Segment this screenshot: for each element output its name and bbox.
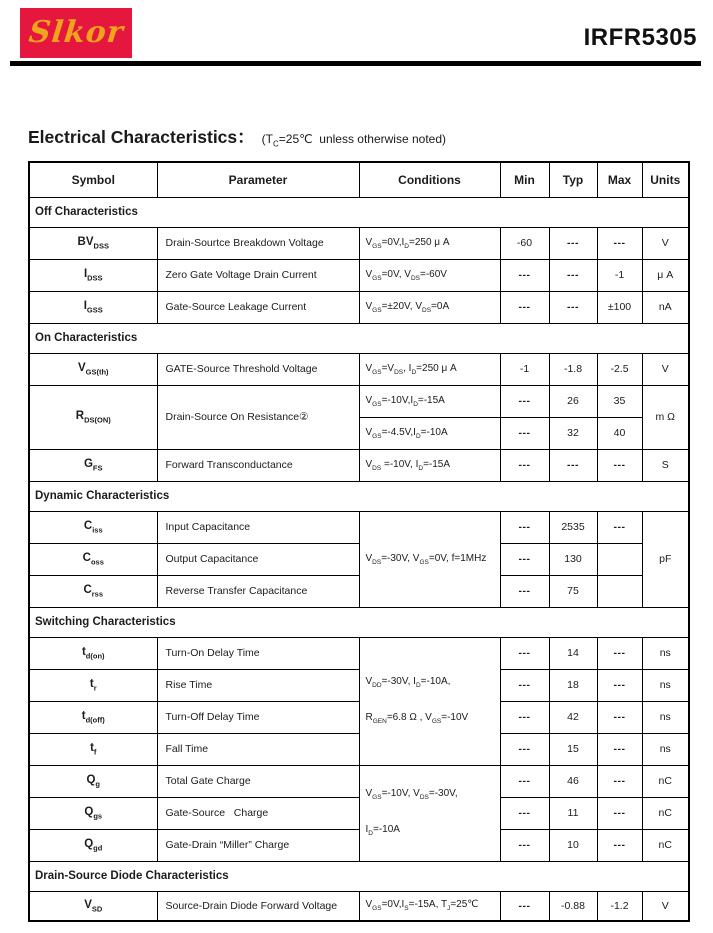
parameter-cell: Rise Time xyxy=(157,669,359,701)
units-cell: nC xyxy=(642,829,689,861)
parameter-cell: Total Gate Charge xyxy=(157,765,359,797)
section-row-dynamic xyxy=(29,481,689,511)
typ-cell: 14 xyxy=(549,637,597,669)
conditions-line-2: $R_{GEN}=6.8$ Ω , $V_{GS}=-10V$ xyxy=(365,711,469,725)
typ-cell: 46 xyxy=(549,765,597,797)
table-row xyxy=(29,385,689,417)
typ-cell: -0.88 xyxy=(549,891,597,921)
parameter-cell: GATE-Source Threshold Voltage xyxy=(157,353,359,385)
symbol-cell: $V_{SD}$ xyxy=(29,891,157,921)
conditions-cell xyxy=(359,637,500,765)
symbol-cell: $Q_{gs}$ xyxy=(29,797,157,829)
parameter-cell: Drain-Sourtce Breakdown Voltage xyxy=(157,227,359,259)
table-row xyxy=(29,891,689,921)
parameter-cell: Turn-Off Delay Time xyxy=(157,701,359,733)
typ-cell: 75 xyxy=(549,575,597,607)
typ-cell: 42 xyxy=(549,701,597,733)
column-header-parameter: Parameter xyxy=(157,162,359,197)
typ-cell: 2535 xyxy=(549,511,597,543)
table-header-row xyxy=(29,162,689,197)
max-cell: --- xyxy=(597,701,642,733)
symbol-cell: $I_{GSS}$ xyxy=(29,291,157,323)
column-header-symbol: Symbol xyxy=(29,162,157,197)
units-cell: ns xyxy=(642,669,689,701)
conditions-cell: $V_{GS}=-4.5V,I_D=-10A$ xyxy=(359,417,500,449)
conditions-cell xyxy=(359,765,500,861)
min-cell: --- xyxy=(500,291,549,323)
section-label: Drain-Source Diode Characteristics xyxy=(29,861,689,891)
symbol-cell: $C_{iss}$ xyxy=(29,511,157,543)
min-cell: --- xyxy=(500,449,549,481)
units-cell: ns xyxy=(642,701,689,733)
table-row xyxy=(29,227,689,259)
parameter-cell: Input Capacitance xyxy=(157,511,359,543)
typ-cell: 26 xyxy=(549,385,597,417)
table-row xyxy=(29,291,689,323)
units-cell: m Ω xyxy=(642,385,689,449)
table-row xyxy=(29,353,689,385)
max-cell: -2.5 xyxy=(597,353,642,385)
parameter-cell: Fall Time xyxy=(157,733,359,765)
min-cell: --- xyxy=(500,637,549,669)
conditions-cell: $V_{GS}=-10V,I_D=-15A$ xyxy=(359,385,500,417)
typ-cell: --- xyxy=(549,291,597,323)
symbol-cell: $I_{DSS}$ xyxy=(29,259,157,291)
conditions-cell: $V_{DS} =-10V$, $I_D=-15A$ xyxy=(359,449,500,481)
typ-cell: 10 xyxy=(549,829,597,861)
electrical-characteristics-table xyxy=(28,161,690,922)
section-row-diode xyxy=(29,861,689,891)
brand-logo-text: Slkor xyxy=(26,15,126,50)
section-title-text: Electrical Characteristics： xyxy=(28,127,255,147)
units-cell: ns xyxy=(642,733,689,765)
conditions-cell: $V_{GS}=V_{DS}$, $I_D=250$ μ A xyxy=(359,353,500,385)
max-cell: ±100 xyxy=(597,291,642,323)
section-row-switching xyxy=(29,607,689,637)
table-row xyxy=(29,511,689,543)
part-number: IRFR5305 xyxy=(583,24,697,51)
header-divider xyxy=(10,61,701,66)
max-cell: 40 xyxy=(597,417,642,449)
units-cell: nC xyxy=(642,765,689,797)
max-cell xyxy=(597,543,642,575)
symbol-cell: $C_{rss}$ xyxy=(29,575,157,607)
units-cell: V xyxy=(642,353,689,385)
column-header-units: Units xyxy=(642,162,689,197)
symbol-cell: $Q_{gd}$ xyxy=(29,829,157,861)
parameter-cell: Reverse Transfer Capacitance xyxy=(157,575,359,607)
min-cell: --- xyxy=(500,669,549,701)
max-cell xyxy=(597,575,642,607)
symbol-cell: $t_{d(on)}$ xyxy=(29,637,157,669)
brand-logo xyxy=(20,8,132,58)
section-title xyxy=(28,124,446,149)
section-title-note: ($T_C=25℃$ unless otherwise noted) xyxy=(261,132,447,149)
typ-cell: 15 xyxy=(549,733,597,765)
conditions-cell: $V_{GS}=0V,I_D=250$ μ A xyxy=(359,227,500,259)
parameter-cell: Turn-On Delay Time xyxy=(157,637,359,669)
symbol-cell: $V_{GS(th)}$ xyxy=(29,353,157,385)
max-cell: --- xyxy=(597,669,642,701)
max-cell: 35 xyxy=(597,385,642,417)
symbol-cell: $G_{FS}$ xyxy=(29,449,157,481)
max-cell: -1 xyxy=(597,259,642,291)
symbol-cell: $BV_{DSS}$ xyxy=(29,227,157,259)
conditions-cell: $V_{GS}=0V$, $V_{DS}=-60V$ xyxy=(359,259,500,291)
units-cell: ns xyxy=(642,637,689,669)
table-row xyxy=(29,637,689,669)
min-cell: --- xyxy=(500,829,549,861)
conditions-cell: $V_{GS}=\pm 20V$, $V_{DS}=0A$ xyxy=(359,291,500,323)
section-label: Dynamic Characteristics xyxy=(29,481,689,511)
min-cell: --- xyxy=(500,701,549,733)
units-cell: S xyxy=(642,449,689,481)
max-cell: --- xyxy=(597,765,642,797)
parameter-cell: Zero Gate Voltage Drain Current xyxy=(157,259,359,291)
max-cell: --- xyxy=(597,733,642,765)
typ-cell: --- xyxy=(549,259,597,291)
max-cell: --- xyxy=(597,227,642,259)
parameter-cell: Gate-Source Leakage Current xyxy=(157,291,359,323)
units-cell: V xyxy=(642,227,689,259)
conditions-line-1: $V_{GS}=-10V$, $V_{DS}=-30V$, xyxy=(365,787,458,801)
conditions-cell: $V_{DS}=-30V$, $V_{GS}=0V$, f=1MHz xyxy=(359,511,500,607)
min-cell: --- xyxy=(500,543,549,575)
max-cell: -1.2 xyxy=(597,891,642,921)
column-header-conditions: Conditions xyxy=(359,162,500,197)
min-cell: --- xyxy=(500,417,549,449)
symbol-cell: $C_{oss}$ xyxy=(29,543,157,575)
typ-cell: -1.8 xyxy=(549,353,597,385)
parameter-cell: Gate-Source Charge xyxy=(157,797,359,829)
parameter-cell: Source-Drain Diode Forward Voltage xyxy=(157,891,359,921)
typ-cell: 32 xyxy=(549,417,597,449)
table-row xyxy=(29,449,689,481)
parameter-cell: Output Capacitance xyxy=(157,543,359,575)
section-label: Switching Characteristics xyxy=(29,607,689,637)
min-cell: --- xyxy=(500,797,549,829)
section-label: On Characteristics xyxy=(29,323,689,353)
symbol-cell: $t_f$ xyxy=(29,733,157,765)
min-cell: --- xyxy=(500,733,549,765)
section-row-off xyxy=(29,197,689,227)
parameter-cell: Gate-Drain “Miller” Charge xyxy=(157,829,359,861)
typ-cell: --- xyxy=(549,227,597,259)
table-row xyxy=(29,765,689,797)
min-cell: --- xyxy=(500,259,549,291)
min-cell: --- xyxy=(500,575,549,607)
section-row-on xyxy=(29,323,689,353)
column-header-min: Min xyxy=(500,162,549,197)
typ-cell: 11 xyxy=(549,797,597,829)
units-cell: nA xyxy=(642,291,689,323)
column-header-max: Max xyxy=(597,162,642,197)
typ-cell: --- xyxy=(549,449,597,481)
units-cell: pF xyxy=(642,511,689,607)
min-cell: -1 xyxy=(500,353,549,385)
units-cell: V xyxy=(642,891,689,921)
max-cell: --- xyxy=(597,637,642,669)
min-cell: --- xyxy=(500,765,549,797)
units-cell: μ A xyxy=(642,259,689,291)
symbol-cell: $t_{d(off)}$ xyxy=(29,701,157,733)
conditions-line-1: $V_{DD}=-30V$, $I_D=-10A$, xyxy=(365,675,451,689)
typ-cell: 130 xyxy=(549,543,597,575)
symbol-cell: $Q_g$ xyxy=(29,765,157,797)
symbol-cell: $t_r$ xyxy=(29,669,157,701)
symbol-cell: $R_{DS(ON)}$ xyxy=(29,385,157,449)
max-cell: --- xyxy=(597,449,642,481)
conditions-line-2: $I_D=-10A$ xyxy=(365,823,400,837)
table-row xyxy=(29,259,689,291)
parameter-cell: Forward Transconductance xyxy=(157,449,359,481)
max-cell: --- xyxy=(597,511,642,543)
parameter-cell: Drain-Source On Resistance② xyxy=(157,385,359,449)
conditions-cell: $V_{GS}=0V,I_S=-15A$, $T_J=25℃$ xyxy=(359,891,500,921)
units-cell: nC xyxy=(642,797,689,829)
min-cell: --- xyxy=(500,891,549,921)
min-cell: --- xyxy=(500,511,549,543)
min-cell: --- xyxy=(500,385,549,417)
max-cell: --- xyxy=(597,829,642,861)
typ-cell: 18 xyxy=(549,669,597,701)
max-cell: --- xyxy=(597,797,642,829)
min-cell: -60 xyxy=(500,227,549,259)
section-label: Off Characteristics xyxy=(29,197,689,227)
column-header-typ: Typ xyxy=(549,162,597,197)
